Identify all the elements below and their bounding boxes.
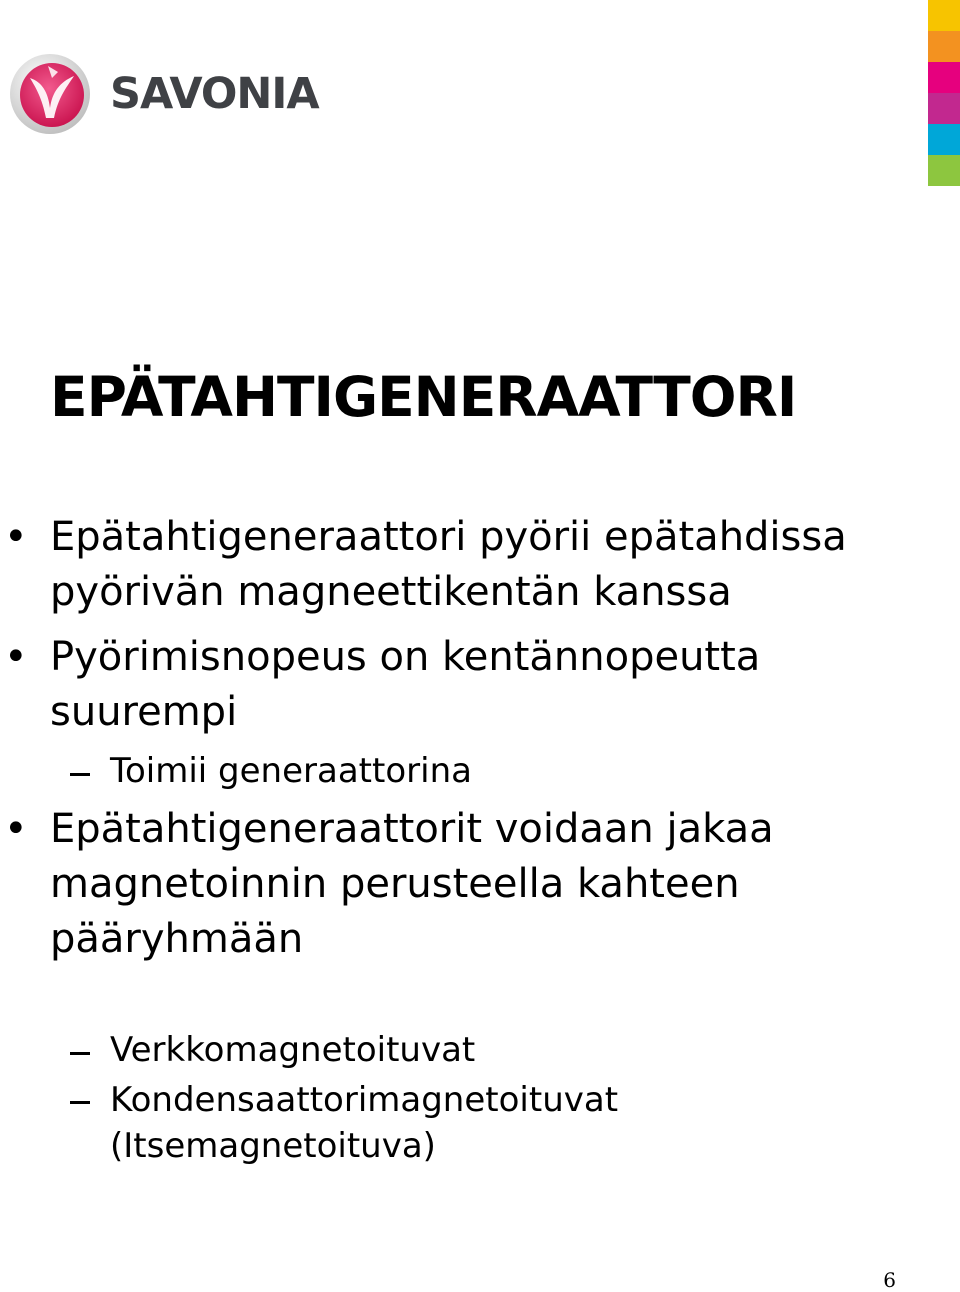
bullet-item: [0, 630, 900, 740]
color-stripe-green: [928, 155, 960, 186]
color-stripe-purple: [928, 93, 960, 124]
bullet-dot-icon: •: [4, 634, 28, 680]
color-stripe-cyan: [928, 124, 960, 155]
slide-content: [0, 510, 900, 1169]
sub-bullet-text: Verkkomagnetoituvat: [110, 1030, 476, 1070]
sub-bullet-text: Toimii generaattorina: [110, 751, 472, 791]
sub-bullet-item: [0, 1023, 900, 1077]
page-number: 6: [883, 1268, 896, 1292]
brand-color-strip: [928, 0, 960, 186]
savonia-logo: [8, 52, 319, 136]
bullet-dot-icon: •: [4, 514, 28, 560]
savonia-wordmark: SAVONIA: [110, 69, 319, 119]
color-stripe-magenta: [928, 62, 960, 93]
bullet-dot-icon: •: [4, 806, 28, 852]
dash-icon: [70, 1052, 90, 1055]
dash-icon: [70, 1101, 90, 1104]
color-stripe-yellow: [928, 0, 960, 31]
slide-title: EPÄTAHTIGENERAATTORI: [50, 365, 797, 429]
color-stripe-orange: [928, 31, 960, 62]
sub-bullet-item: [0, 1077, 670, 1169]
sub-bullet-text: Kondensaattorimagnetoituvat (Itsemagnetoituva): [110, 1080, 619, 1166]
bullet-text: Epätahtigeneraattori pyörii epätahdissa pyörivän magneettikentän kanssa: [50, 514, 847, 615]
bullet-item: [0, 510, 900, 620]
savonia-emblem-icon: [8, 52, 92, 136]
sub-bullet-item: [0, 744, 900, 798]
bullet-item: [0, 802, 900, 967]
bullet-text: Pyörimisnopeus on kentännopeutta suurempi: [50, 634, 761, 735]
bullet-text: Epätahtigeneraattorit voidaan jakaa magnetoinnin perusteella kahteen pääryhmään: [50, 806, 774, 962]
dash-icon: [70, 773, 90, 776]
